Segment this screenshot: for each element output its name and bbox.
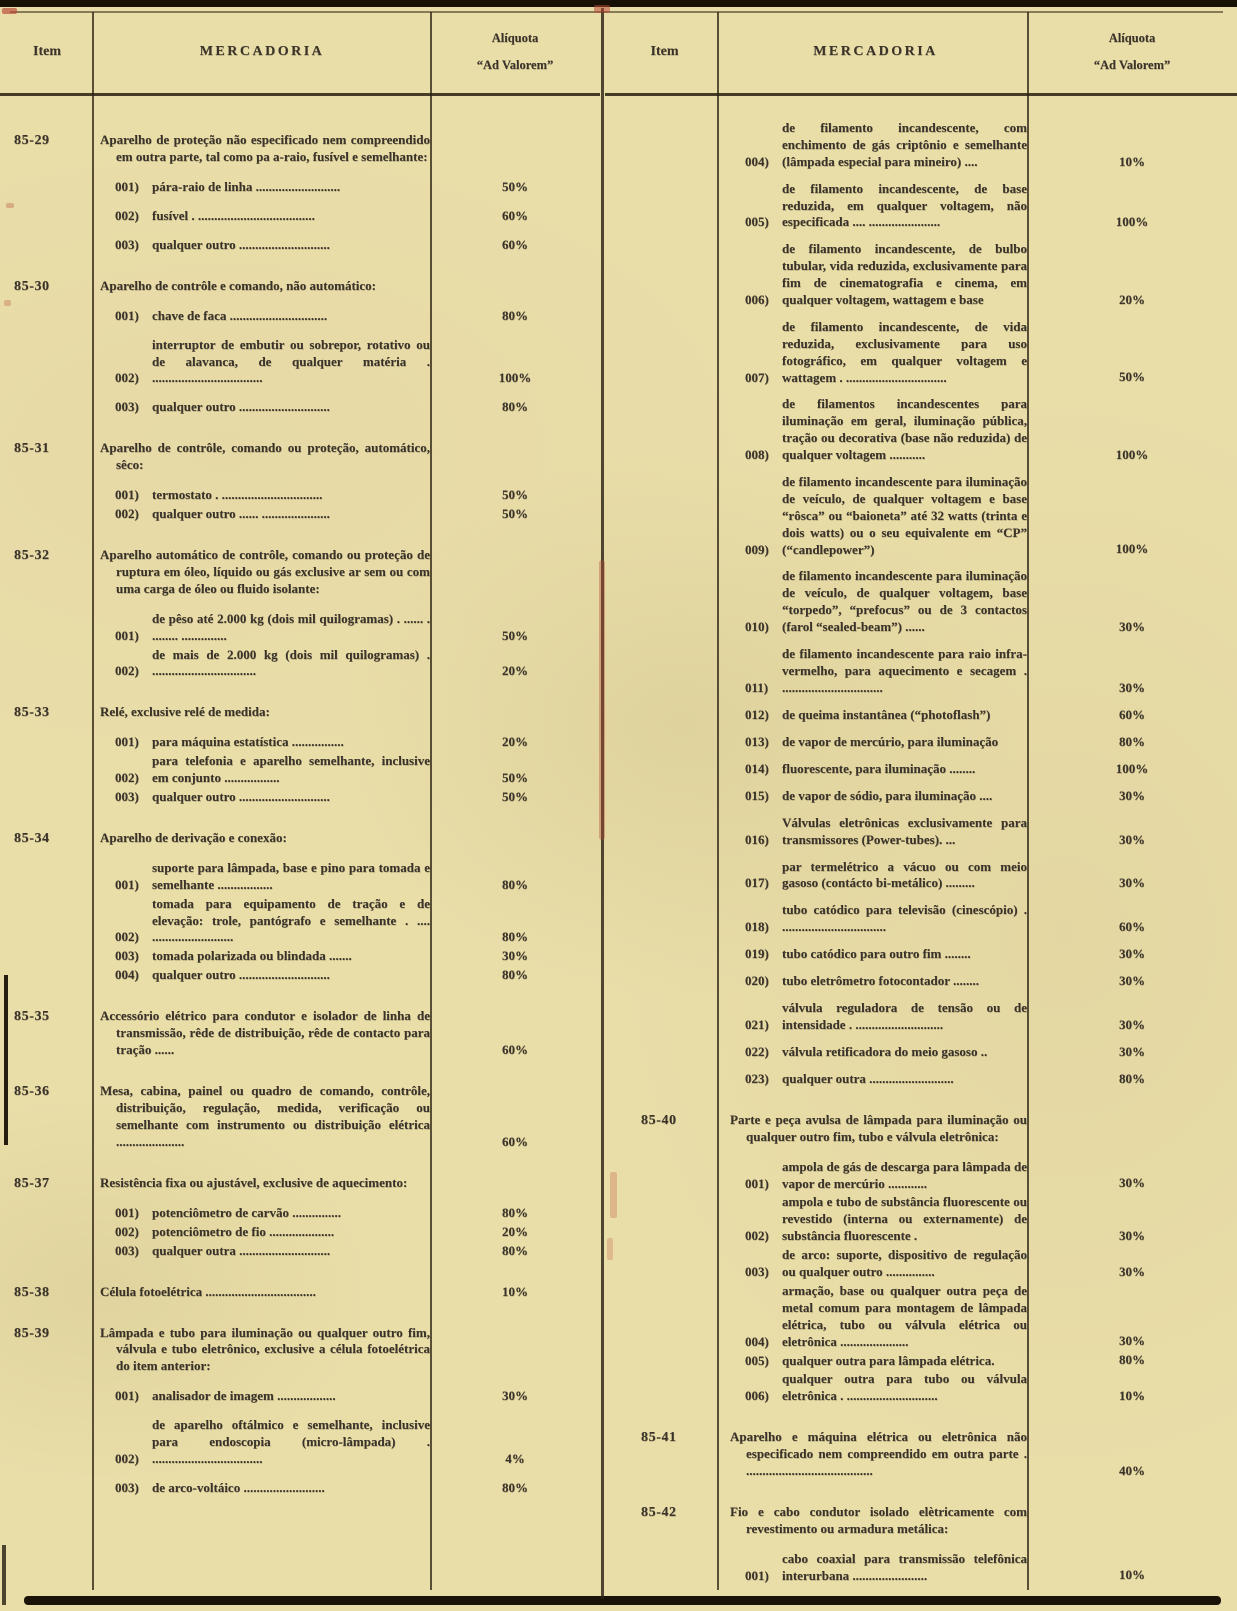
item-code: 85-38: [14, 1284, 50, 1300]
subitem-row: [100, 237, 600, 254]
subitem-rate: 100%: [498, 370, 532, 386]
table-entry: [605, 1504, 1237, 1585]
entry-rate: 60%: [502, 1042, 528, 1058]
subitem-rate: 80%: [1119, 1070, 1145, 1086]
subitem-text: de filamento incandescente para iluminação de veículo, de qualquer voltagem, base “torpedo”, “prefocus” ou de 3 contactos (farol “sealed-beam”) ......: [782, 568, 1027, 635]
subitem-rate: 50%: [502, 178, 528, 194]
subitem-text: analisador de imagem ..................: [152, 1388, 336, 1404]
subitem-row: [730, 788, 1237, 805]
subitem-number: 007): [745, 369, 769, 385]
subitem-row: [100, 487, 600, 504]
item-code: 85-40: [641, 1112, 677, 1128]
entry-heading-row: [730, 1112, 1237, 1146]
entry-heading-row: [100, 132, 600, 166]
subitem-text: fusível . ....................................: [152, 207, 315, 223]
subitem-text: ampola de gás de descarga para lâmpada de vapor de mercúrio ............: [782, 1158, 1027, 1191]
subitem-rate: 30%: [1119, 787, 1145, 803]
subitem-text: potenciômetro de fio ....................: [152, 1223, 335, 1239]
table-entry: [0, 1284, 600, 1301]
subitem-number: 011): [745, 679, 769, 695]
subitem-row: [100, 337, 600, 388]
subitem-list: [730, 1551, 1237, 1585]
subitem-number: 001): [115, 1388, 139, 1404]
scan-top-edge: [0, 0, 1237, 7]
subitem-row: [730, 646, 1237, 697]
subitem-text: qualquer outro ............................: [152, 967, 330, 983]
subitem-rate: 80%: [502, 929, 528, 945]
subitem-row: [100, 1480, 600, 1497]
subitem-number: 002): [115, 663, 139, 679]
entry-heading-row: [100, 547, 600, 598]
subitem-row: [730, 902, 1237, 936]
subitem-rate: 30%: [1119, 946, 1145, 962]
subitem-row: [100, 308, 600, 325]
subitem-row: [100, 179, 600, 196]
subitem-number: 018): [745, 919, 769, 935]
subitem-row: [100, 1388, 600, 1405]
subitem-row: [730, 1000, 1237, 1034]
subitem-number: 005): [745, 214, 769, 230]
subitem-rate: 10%: [1119, 1388, 1145, 1404]
entry-heading: Relé, exclusive relé de medida:: [100, 704, 270, 720]
entry-list-right: [605, 96, 1237, 1584]
subitem-number: 003): [115, 948, 139, 964]
subitem-row: [730, 973, 1237, 990]
subitem-rate: 80%: [502, 1242, 528, 1258]
subitem-number: 003): [745, 1263, 769, 1279]
subitem-text: para telefonia e aparelho semelhante, inclusive em conjunto .................: [152, 753, 430, 786]
subitem-list: [100, 734, 600, 806]
subitem-text: de vapor de sódio, para iluminação ....: [782, 787, 993, 803]
subitem-number: 002): [115, 929, 139, 945]
subitem-row: [730, 734, 1237, 751]
entry-heading: Fio e cabo condutor isolado elètricamente com revestimento ou armadura metálica:: [730, 1503, 1027, 1536]
table-entry: [0, 1325, 600, 1497]
subitem-number: 009): [745, 541, 769, 557]
entry-list-left: [0, 96, 600, 1497]
subitem-row: [730, 396, 1237, 464]
subitem-text: qualquer outro ............................: [152, 789, 330, 805]
subitem-text: de aparelho oftálmico e semelhante, inclusive para endoscopia (micro-lâmpada) . ..................................: [152, 1417, 430, 1466]
table-entry: [605, 1429, 1237, 1480]
subitem-rate: 50%: [502, 770, 528, 786]
subitem-text: de filamentos incandescentes para iluminação em geral, iluminação pública, tração ou decorativa (base não reduzida) de qualquer voltagem ...........: [782, 396, 1027, 463]
subitem-row: [730, 707, 1237, 724]
subitem-number: 004): [115, 967, 139, 983]
subitem-row: [100, 1417, 600, 1468]
subitem-text: de filamento incandescente, de bulbo tubular, vida reduzida, exclusivamente para fim de cinematografia e cinema, em qualquer voltagem, wattagem e base: [782, 241, 1027, 308]
subitem-row: [730, 1352, 1237, 1369]
subitem-rate: 30%: [1119, 1333, 1145, 1349]
subitem-rate: 60%: [502, 207, 528, 223]
subitem-text: par termelétrico a vácuo ou com meio gasoso (contácto bi-metálico) .........: [782, 858, 1027, 891]
subitem-text: de arco-voltáico .........................: [152, 1479, 325, 1495]
subitem-text: qualquer outro ...... .....................: [152, 506, 330, 522]
subitem-rate: 100%: [1115, 760, 1149, 776]
header-aliquota: [430, 10, 600, 93]
entry-heading-row: [100, 830, 600, 847]
subitem-text: qualquer outra para lâmpada elétrica.: [782, 1352, 995, 1368]
subitem-list: [100, 611, 600, 681]
entry-rate: 40%: [1119, 1462, 1145, 1478]
subitem-text: de filamento incandescente, com enchimento de gás criptônio e semelhante (lâmpada especial para mineiro) ....: [782, 120, 1027, 169]
subitem-text: de vapor de mercúrio, para iluminação: [782, 733, 999, 749]
subitem-rate: 100%: [1115, 214, 1149, 230]
subitem-rate: 30%: [1119, 1175, 1145, 1191]
subitem-rate: 30%: [1119, 619, 1145, 635]
entry-heading: Aparelho de proteção não especificado nem compreendido em outra parte, tal como pa a-raio, fusível e semelhante:: [100, 132, 430, 164]
subitem-rate: 80%: [502, 967, 528, 983]
entry-heading-row: [100, 440, 600, 474]
subitem-number: 019): [745, 946, 769, 962]
subitem-row: [730, 1283, 1237, 1351]
subitem-rate: 50%: [502, 627, 528, 643]
header-aliquota-line1: Alíquota: [491, 30, 539, 45]
subitem-number: 013): [745, 733, 769, 749]
header-mercadoria: MERCADORIA: [813, 43, 938, 59]
subitem-number: 008): [745, 447, 769, 463]
subitem-number: 006): [745, 292, 769, 308]
subitem-text: potenciômetro de carvão ...............: [152, 1204, 341, 1220]
subitem-rate: 100%: [1115, 541, 1149, 557]
item-code: 85-34: [14, 831, 50, 847]
subitem-list: [100, 179, 600, 254]
subitem-rate: 80%: [502, 876, 528, 892]
subitem-text: qualquer outra ..........................: [782, 1070, 954, 1086]
subitem-rate: 50%: [502, 789, 528, 805]
subitem-row: [100, 753, 600, 787]
subitem-list: [100, 1205, 600, 1260]
entry-heading: Aparelho de derivação e conexão:: [100, 830, 287, 846]
subitem-number: 010): [745, 619, 769, 635]
subitem-number: 002): [745, 1228, 769, 1244]
subitem-rate: 20%: [1119, 291, 1145, 307]
subitem-text: qualquer outra para tubo ou válvula eletrônica . ............................: [782, 1371, 1027, 1404]
subitem-text: de arco: suporte, dispositivo de regulação ou qualquer outro ...............: [782, 1247, 1027, 1279]
subitem-number: 003): [115, 399, 139, 415]
subitem-number: 002): [115, 506, 139, 522]
entry-heading: Aparelho de contrôle, comando ou proteção, automático, sêco:: [100, 440, 430, 473]
header-mercadoria: MERCADORIA: [199, 43, 325, 59]
header-aliquota-line2: “Ad Valorem”: [476, 57, 554, 72]
table-entry: [0, 1083, 600, 1151]
subitem-number: 001): [115, 487, 139, 503]
entry-heading-row: [100, 1008, 600, 1059]
table-entry: [605, 120, 1237, 1088]
subitem-rate: 30%: [1119, 679, 1145, 695]
subitem-list: [730, 120, 1237, 1088]
subitem-rate: 80%: [502, 399, 528, 415]
entry-heading-row: [730, 1504, 1237, 1538]
table-entry: [0, 1175, 600, 1260]
subitem-row: [100, 860, 600, 894]
item-code: 85-36: [14, 1084, 50, 1100]
subitem-row: [730, 120, 1237, 171]
subitem-rate: 50%: [1119, 369, 1145, 385]
subitem-row: [100, 1224, 600, 1241]
subitem-text: interruptor de embutir ou sobrepor, rotativo ou de alavanca, de qualquer matéria . ..................................: [152, 336, 430, 386]
subitem-row: [730, 181, 1237, 232]
entry-heading-row: [100, 1175, 600, 1192]
subitem-row: [730, 1159, 1237, 1193]
entry-heading: Aparelho e máquina elétrica ou eletrônica não especificado nem compreendido em outra parte . .......................................: [730, 1429, 1027, 1478]
subitem-number: 004): [745, 1333, 769, 1349]
subitem-row: [100, 1205, 600, 1222]
subitem-text: armação, base ou qualquer outra peça de metal comum para montagem de lâmpada elétrica, tubo ou válvula elétrica ou eletrônica .....................: [782, 1282, 1027, 1349]
subitem-text: cabo coaxial para transmissão telefônica interurbana .......................: [782, 1550, 1027, 1583]
subitem-text: termostato . ...............................: [152, 487, 323, 503]
item-code: 85-29: [14, 133, 50, 148]
entry-heading: Mesa, cabina, painel ou quadro de comando, contrôle, distribuição, regulação, medida, verificação ou semelhante com instrumento ou distribuição elétrica .....................: [100, 1083, 430, 1149]
item-code: 85-39: [14, 1325, 50, 1341]
subitem-rate: 50%: [502, 487, 528, 503]
subitem-text: tomada para equipamento de tração e de elevação: trole, pantógrafo e semelhante . .... .........................: [152, 895, 430, 945]
item-code: 85-41: [641, 1430, 677, 1446]
subitem-number: 021): [745, 1016, 769, 1032]
subitem-text: ampola e tubo de substância fluorescente ou revestido (interna ou externamente) de substância fluorescente .: [782, 1194, 1027, 1244]
subitem-text: de queima instantânea (“photoflash”): [782, 706, 991, 722]
subitem-rate: 20%: [502, 734, 528, 750]
subitem-row: [730, 319, 1237, 387]
subitem-list: [100, 1388, 600, 1497]
subitem-number: 001): [115, 734, 139, 750]
subitem-text: válvula retificadora do meio gasoso ..: [782, 1043, 988, 1059]
entry-heading: Accessório elétrico para condutor e isolador de linha de transmissão, rêde de distribuição, rêde de contacto para tração ......: [100, 1008, 430, 1058]
subitem-row: [730, 815, 1237, 849]
subitem-rate: 30%: [502, 1388, 528, 1404]
subitem-number: 012): [745, 706, 769, 722]
subitem-text: suporte para lâmpada, base e pino para tomada e semelhante .................: [152, 859, 430, 892]
subitem-number: 001): [115, 1204, 139, 1220]
subitem-row: [100, 399, 600, 416]
subitem-number: 006): [745, 1388, 769, 1404]
subitem-rate: 10%: [1119, 1567, 1145, 1583]
subitem-list: [100, 860, 600, 984]
table-column-left: [0, 10, 600, 1600]
subitem-rate: 60%: [502, 236, 528, 252]
subitem-rate: 80%: [1119, 733, 1145, 749]
subitem-number: 005): [745, 1352, 769, 1368]
table-entry: [0, 440, 600, 523]
subitem-rate: 10%: [1119, 153, 1145, 169]
subitem-number: 001): [745, 1175, 769, 1191]
subitem-row: [730, 1371, 1237, 1405]
subitem-number: 001): [115, 627, 139, 643]
subitem-number: 022): [745, 1043, 769, 1059]
entry-heading-row: [100, 1284, 600, 1301]
item-code: 85-31: [14, 441, 50, 457]
subitem-number: 003): [115, 789, 139, 805]
subitem-text: pára-raio de linha ..........................: [152, 178, 341, 194]
subitem-row: [730, 1071, 1237, 1088]
subitem-number: 014): [745, 760, 769, 776]
subitem-rate: 80%: [502, 1204, 528, 1220]
entry-heading: Aparelho automático de contrôle, comando ou proteção de ruptura em óleo, líquido ou gás exclusive ar sem ou com uma carga de óleo ou fluido isolante:: [100, 547, 430, 596]
subitem-list: [100, 308, 600, 417]
table-entry: [0, 132, 600, 254]
subitem-text: qualquer outra ............................: [152, 1242, 331, 1258]
subitem-number: 001): [115, 876, 139, 892]
item-code: 85-30: [14, 278, 50, 294]
entry-heading-row: [100, 1083, 600, 1151]
subitem-number: 023): [745, 1070, 769, 1086]
subitem-rate: 30%: [1119, 1263, 1145, 1279]
subitem-text: tubo eletrômetro fotocontador ........: [782, 973, 980, 989]
table-entry: [0, 547, 600, 680]
entry-heading: Parte e peça avulsa de lâmpada para iluminação ou qualquer outro fim, tubo e válvula eletrônica:: [730, 1111, 1027, 1144]
subitem-rate: 60%: [1119, 706, 1145, 722]
subitem-row: [100, 948, 600, 965]
subitem-row: [730, 241, 1237, 309]
subitem-text: fluorescente, para iluminação ........: [782, 760, 976, 776]
subitem-text: tomada polarizada ou blindada .......: [152, 948, 352, 964]
entry-heading-row: [100, 278, 600, 295]
subitem-number: 020): [745, 973, 769, 989]
item-code: 85-42: [641, 1504, 677, 1520]
table-entry: [0, 1008, 600, 1059]
subitem-number: 003): [115, 1479, 139, 1495]
subitem-rate: 4%: [505, 1450, 525, 1466]
header-aliquota-line2: “Ad Valorem”: [1093, 57, 1171, 72]
subitem-number: 002): [115, 770, 139, 786]
entry-heading-row: [100, 704, 600, 721]
header-aliquota: [1027, 10, 1237, 93]
subitem-row: [730, 1551, 1237, 1585]
subitem-rate: 30%: [1119, 1228, 1145, 1244]
table-entry: [605, 1112, 1237, 1405]
entry-heading: Lâmpada e tubo para iluminação ou qualquer outro fim, válvula e tubo eletrônico, exclusive a célula fotoelétrica do item anterior:: [100, 1324, 430, 1374]
subitem-text: de filamento incandescente, de vida reduzida, exclusivamente para uso fotográfico, em qualquer voltagem e wattagem . ...............................: [782, 318, 1027, 385]
subitem-rate: 30%: [1119, 973, 1145, 989]
table-header: [0, 10, 600, 96]
subitem-row: [730, 946, 1237, 963]
table-entry: [0, 278, 600, 417]
subitem-text: tubo catódico para televisão (cinescópio) . ................................: [782, 902, 1027, 935]
subitem-rate: 60%: [1119, 919, 1145, 935]
subitem-rate: 30%: [1119, 1016, 1145, 1032]
subitem-number: 016): [745, 831, 769, 847]
entry-heading-row: [100, 1325, 600, 1376]
item-code: 85-32: [14, 548, 50, 564]
header-aliquota-line1: Alíquota: [1108, 30, 1156, 45]
table-entry: [0, 704, 600, 806]
header-item: Item: [650, 43, 679, 59]
entry-heading: Aparelho de contrôle e comando, não automático:: [100, 277, 376, 293]
subitem-rate: 80%: [502, 1479, 528, 1495]
entry-rate: 60%: [502, 1133, 528, 1149]
subitem-text: de filamento incandescente para iluminação de veículo, de qualquer voltagem e base “rôsca” ou “baioneta” até 32 watts (trinta e dois watts) ou o seu equivalente em “CP” (“candlepower”): [782, 474, 1027, 557]
subitem-rate: 30%: [1119, 831, 1145, 847]
subitem-rate: 30%: [1119, 1043, 1145, 1059]
subitem-rate: 20%: [502, 1223, 528, 1239]
subitem-row: [730, 568, 1237, 636]
subitem-rate: 80%: [502, 307, 528, 323]
subitem-list: [100, 487, 600, 523]
subitem-text: Válvulas eletrônicas exclusivamente para transmissores (Power-tubes). ...: [782, 814, 1027, 847]
table-column-right: [605, 10, 1237, 1600]
item-code: 85-35: [14, 1009, 50, 1025]
subitem-text: qualquer outro ............................: [152, 236, 330, 252]
subitem-rate: 80%: [1119, 1352, 1145, 1368]
subitem-row: [100, 734, 600, 751]
entry-heading-row: [730, 1429, 1237, 1480]
subitem-row: [730, 474, 1237, 558]
subitem-row: [100, 208, 600, 225]
subitem-row: [100, 1243, 600, 1260]
subitem-row: [100, 967, 600, 984]
subitem-row: [100, 789, 600, 806]
subitem-text: qualquer outro ............................: [152, 399, 330, 415]
subitem-number: 004): [745, 153, 769, 169]
subitem-rate: 30%: [1119, 875, 1145, 891]
subitem-number: 003): [115, 236, 139, 252]
subitem-number: 017): [745, 875, 769, 891]
table-header: [605, 10, 1237, 96]
subitem-row: [730, 1247, 1237, 1281]
subitem-rate: 100%: [1115, 447, 1149, 463]
subitem-row: [730, 859, 1237, 893]
subitem-rate: 50%: [502, 506, 528, 522]
subitem-number: 002): [115, 207, 139, 223]
subitem-text: de filamento incandescente para raio infra-vermelho, para aquecimento e secagem . ...............................: [782, 646, 1027, 695]
header-item: Item: [33, 43, 61, 59]
subitem-number: 002): [115, 1223, 139, 1239]
subitem-row: [730, 761, 1237, 778]
item-code: 85-37: [14, 1175, 50, 1191]
subitem-row: [730, 1194, 1237, 1245]
subitem-number: 015): [745, 787, 769, 803]
subitem-rate: 30%: [502, 948, 528, 964]
subitem-list: [730, 1159, 1237, 1406]
subitem-text: de pêso até 2.000 kg (dois mil quilogramas) . ...... . ........ ..............: [152, 610, 430, 643]
subitem-row: [100, 647, 600, 681]
subitem-number: 001): [115, 307, 139, 323]
entry-heading: Célula fotoelétrica ..................................: [100, 1283, 316, 1299]
entry-heading: Resistência fixa ou ajustável, exclusive de aquecimento:: [100, 1174, 408, 1190]
subitem-number: 002): [115, 1450, 139, 1466]
subitem-row: [730, 1044, 1237, 1061]
subitem-text: válvula reguladora de tensão ou de intensidade . ...........................: [782, 1000, 1027, 1032]
subitem-number: 001): [115, 178, 139, 194]
subitem-text: para máquina estatística ................: [152, 734, 344, 750]
subitem-row: [100, 611, 600, 645]
subitem-text: de filamento incandescente, de base reduzida, em qualquer voltagem, não especificada .... ......................: [782, 180, 1027, 230]
entry-rate: 10%: [502, 1283, 528, 1299]
subitem-number: 001): [745, 1567, 769, 1583]
subitem-rate: 20%: [502, 663, 528, 679]
subitem-row: [100, 896, 600, 947]
item-code: 85-33: [14, 705, 50, 721]
subitem-text: de mais de 2.000 kg (dois mil quilogramas) . ................................: [152, 646, 430, 679]
subitem-number: 003): [115, 1242, 139, 1258]
table-entry: [0, 830, 600, 984]
subitem-row: [100, 506, 600, 523]
subitem-number: 002): [115, 370, 139, 386]
subitem-text: tubo catódico para outro fim ........: [782, 946, 971, 962]
subitem-text: chave de faca ..............................: [152, 307, 328, 323]
